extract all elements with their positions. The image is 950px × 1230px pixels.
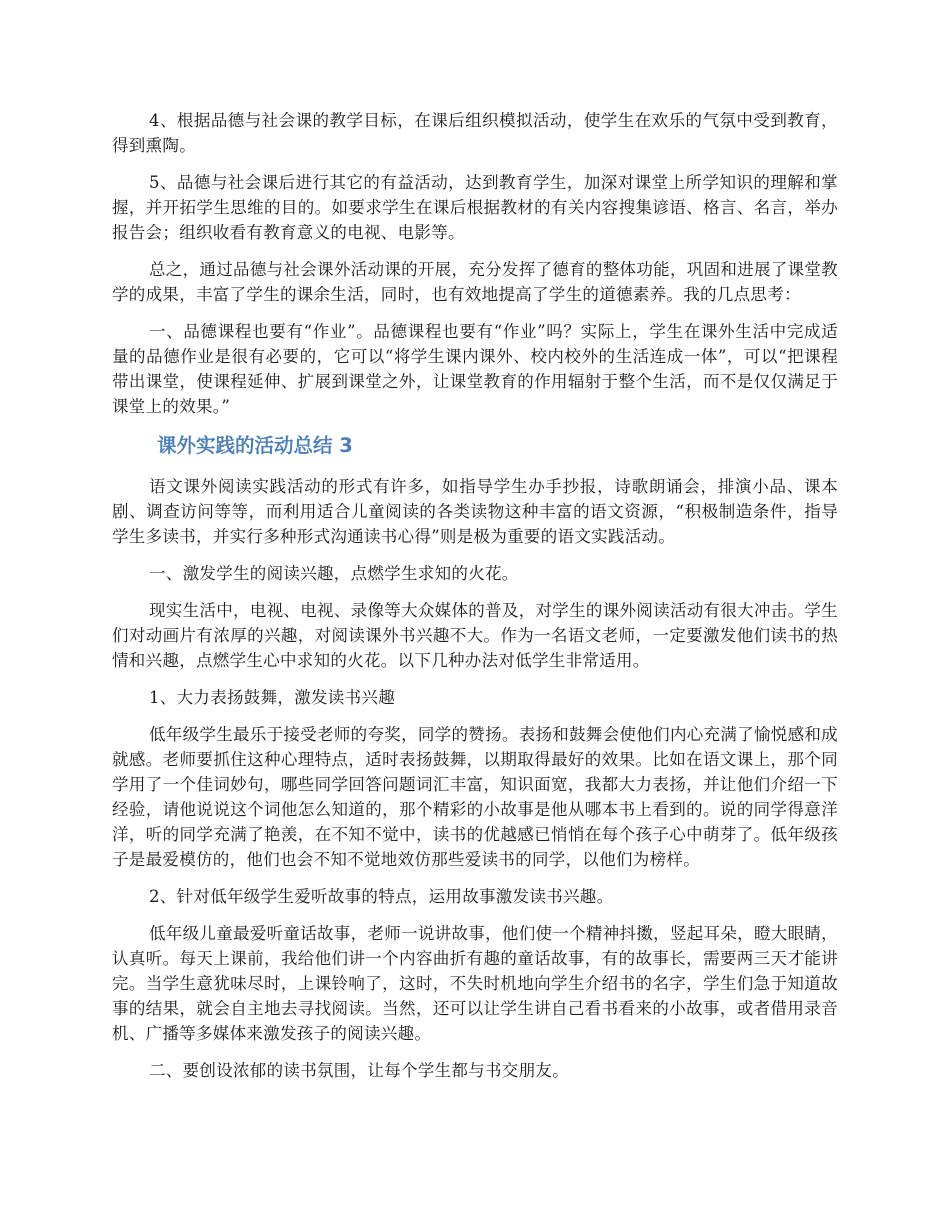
document-page: [112, 108, 838, 1095]
paragraph: 现实生活中，电视、电视、录像等大众媒体的普及，对学生的课外阅读活动有很大冲击。学生们对动画片有浓厚的兴趣，对阅读课外书兴趣不大。作为一名语文老师，一定要激发他们读书的热情和兴趣，点燃学生心中求知的火花。以下几种办法对低学生非常适用。: [112, 601, 838, 670]
paragraph: 低年级儿童最爱听童话故事，老师一说讲故事，他们使一个精神抖擞，竖起耳朵，瞪大眼睛，认真听。每天上课前，我给他们讲一个内容曲折有趣的童话故事，有的故事长，需要两三天才能讲完。当学生意犹味尽时，上课铃响了，这时，不失时机地向学生介绍书的名字，学生们急于知道故事的结果，就会自主地去寻找阅读。当然，还可以让学生讲自己看书看来的小故事，或者借用录音机、广播等多媒体来激发孩子的阅读兴趣。: [112, 924, 838, 1043]
paragraph: 2、针对低年级学生爱听故事的特点，运用故事激发读书兴趣。: [149, 887, 614, 906]
paragraph: 低年级学生最乐于接受老师的夸奖，同学的赞扬。表扬和鼓舞会使他们内心充满了愉悦感和成就感。老师要抓住这种心理特点，适时表扬鼓舞，以期取得最好的效果。比如在语文课上，那个同学用了一个佳词妙句，哪些同学回答问题词汇丰富，知识面宽，我都大力表扬，并让他们介绍一下经验，请他说说这个词他怎么知道的，那个精彩的小故事是他从哪本书上看到的。说的同学得意洋洋，听的同学充满了艳羡，在不知不觉中，读书的优越感已悄悄在每个孩子心中萌芽了。低年级孩子是最爱模仿的，他们也会不知不觉地效仿那些爱读书的同学，以他们为榜样。: [112, 725, 838, 869]
paragraph: 1、大力表扬鼓舞，激发读书兴趣: [149, 688, 395, 707]
paragraph: 一、品德课程也要有“作业”。品德课程也要有“作业”吗？实际上，学生在课外生活中完成适量的品德作业是很有必要的，它可以“将学生课内课外、校内校外的生活连成一体”，可以“把课程带出课堂，使课程延伸、扩展到课堂之外，让课堂教育的作用辐射于整个生活，而不是仅仅满足于课堂上的效果。”: [112, 322, 838, 416]
paragraph: 4、根据品德与社会课的教学目标，在课后组织模拟活动，使学生在欢乐的气氛中受到教育，得到熏陶。: [112, 111, 838, 155]
paragraph: 二、要创设浓郁的读书氛围，让每个学生都与书交朋友。: [149, 1061, 569, 1080]
paragraph: 一、激发学生的阅读兴趣，点燃学生求知的火花。: [149, 564, 519, 583]
section-title: 课外实践的活动总结 3: [157, 434, 353, 457]
paragraph: 总之，通过品德与社会课外活动课的开展，充分发挥了德育的整体功能，巩固和进展了课堂教学的成果，丰富了学生的课余生活，同时，也有效地提高了学生的道德素养。我的几点思考：: [112, 260, 838, 304]
paragraph: 5、品德与社会课后进行其它的有益活动，达到教育学生，加深对课堂上所学知识的理解和掌握，并开拓学生思维的目的。如要求学生在课后根据教材的有关内容搜集谚语、格言、名言，举办报告会；组织收看有教育意义的电视、电影等。: [112, 173, 838, 242]
paragraph: 语文课外阅读实践活动的形式有许多，如指导学生办手抄报，诗歌朗诵会，排演小品、课本剧、调查访问等等，而利用适合儿童阅读的各类读物这种丰富的语文资源，“积极制造条件，指导学生多读书，并实行多种形式沟通读书心得”则是极为重要的语文实践活动。: [112, 477, 838, 546]
